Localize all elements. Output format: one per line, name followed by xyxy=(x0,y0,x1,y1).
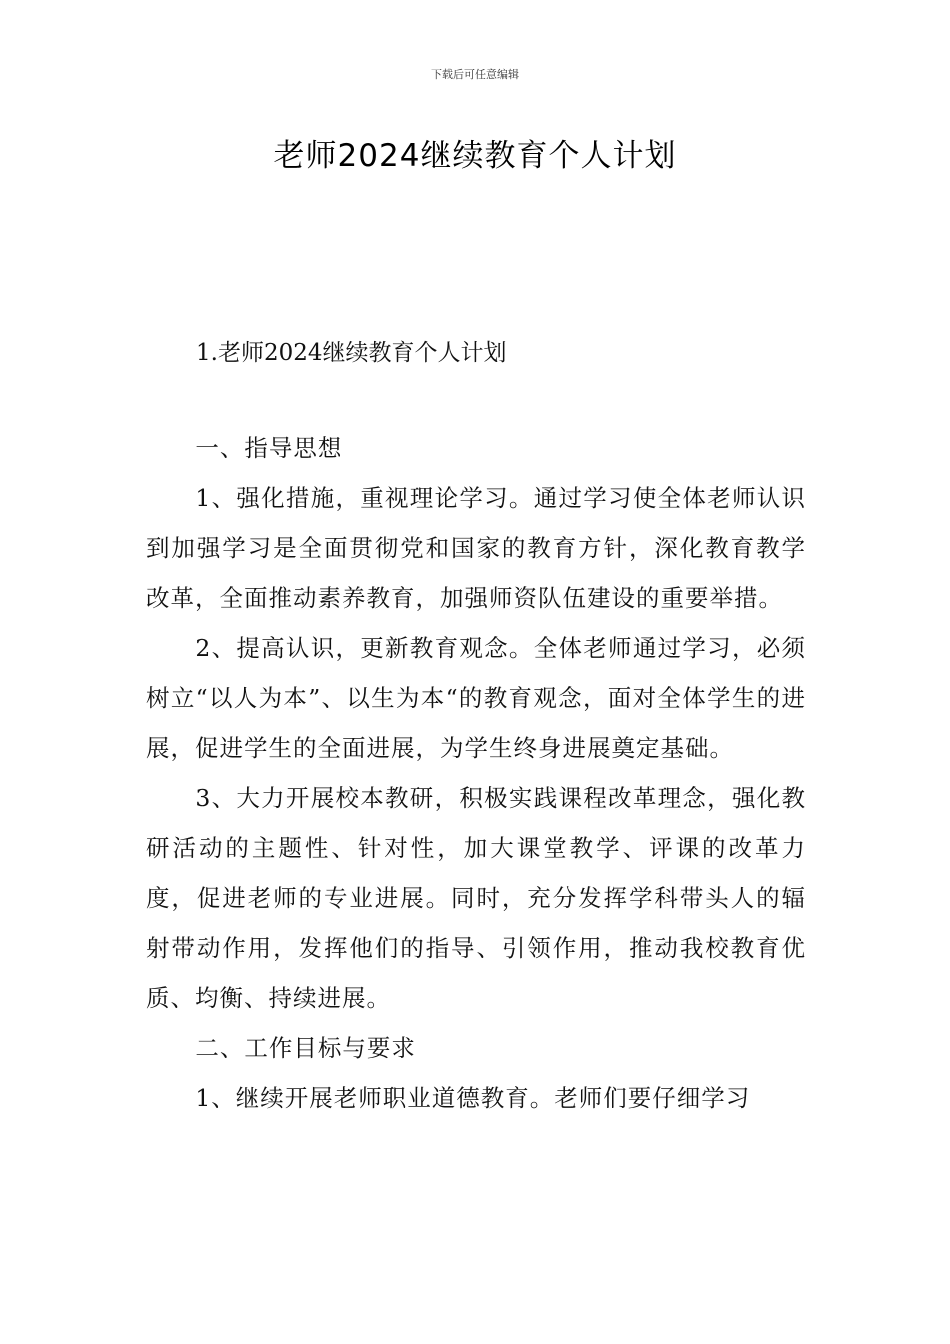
document-title: 老师2024继续教育个人计划 xyxy=(273,138,677,174)
paragraph-3: 3、大力开展校本教研，积极实践课程改革理念，强化教研活动的主题性、针对性，加大课堂教学、评课的改革力度，促进老师的专业进展。同时，充分发挥学科带头人的辐射带动作用，发挥他们的指导、引领作用，推动我校教育优质、均衡、持续进展。 xyxy=(146,784,806,1012)
document-subtitle: 1.老师2024继续教育个人计划 xyxy=(196,340,507,366)
header-note: 下载后可任意编辑 xyxy=(431,68,519,81)
paragraph-4: 1、继续开展老师职业道德教育。老师们要仔细学习 xyxy=(195,1084,751,1112)
paragraph-1: 1、强化措施，重视理论学习。通过学习使全体老师认识到加强学习是全面贯彻党和国家的教育方针，深化教育教学改革，全面推动素养教育，加强师资队伍建设的重要举措。 xyxy=(146,484,806,612)
section-heading-guiding-ideology: 一、指导思想 xyxy=(195,434,343,462)
paragraph-2: 2、提高认识，更新教育观念。全体老师通过学习，必须树立“以人为本”、以生为本“的教育观念，面对全体学生的进展，促进学生的全面进展，为学生终身进展奠定基础。 xyxy=(146,634,806,762)
document-body xyxy=(146,423,806,1123)
section-heading-goals: 二、工作目标与要求 xyxy=(195,1034,416,1062)
